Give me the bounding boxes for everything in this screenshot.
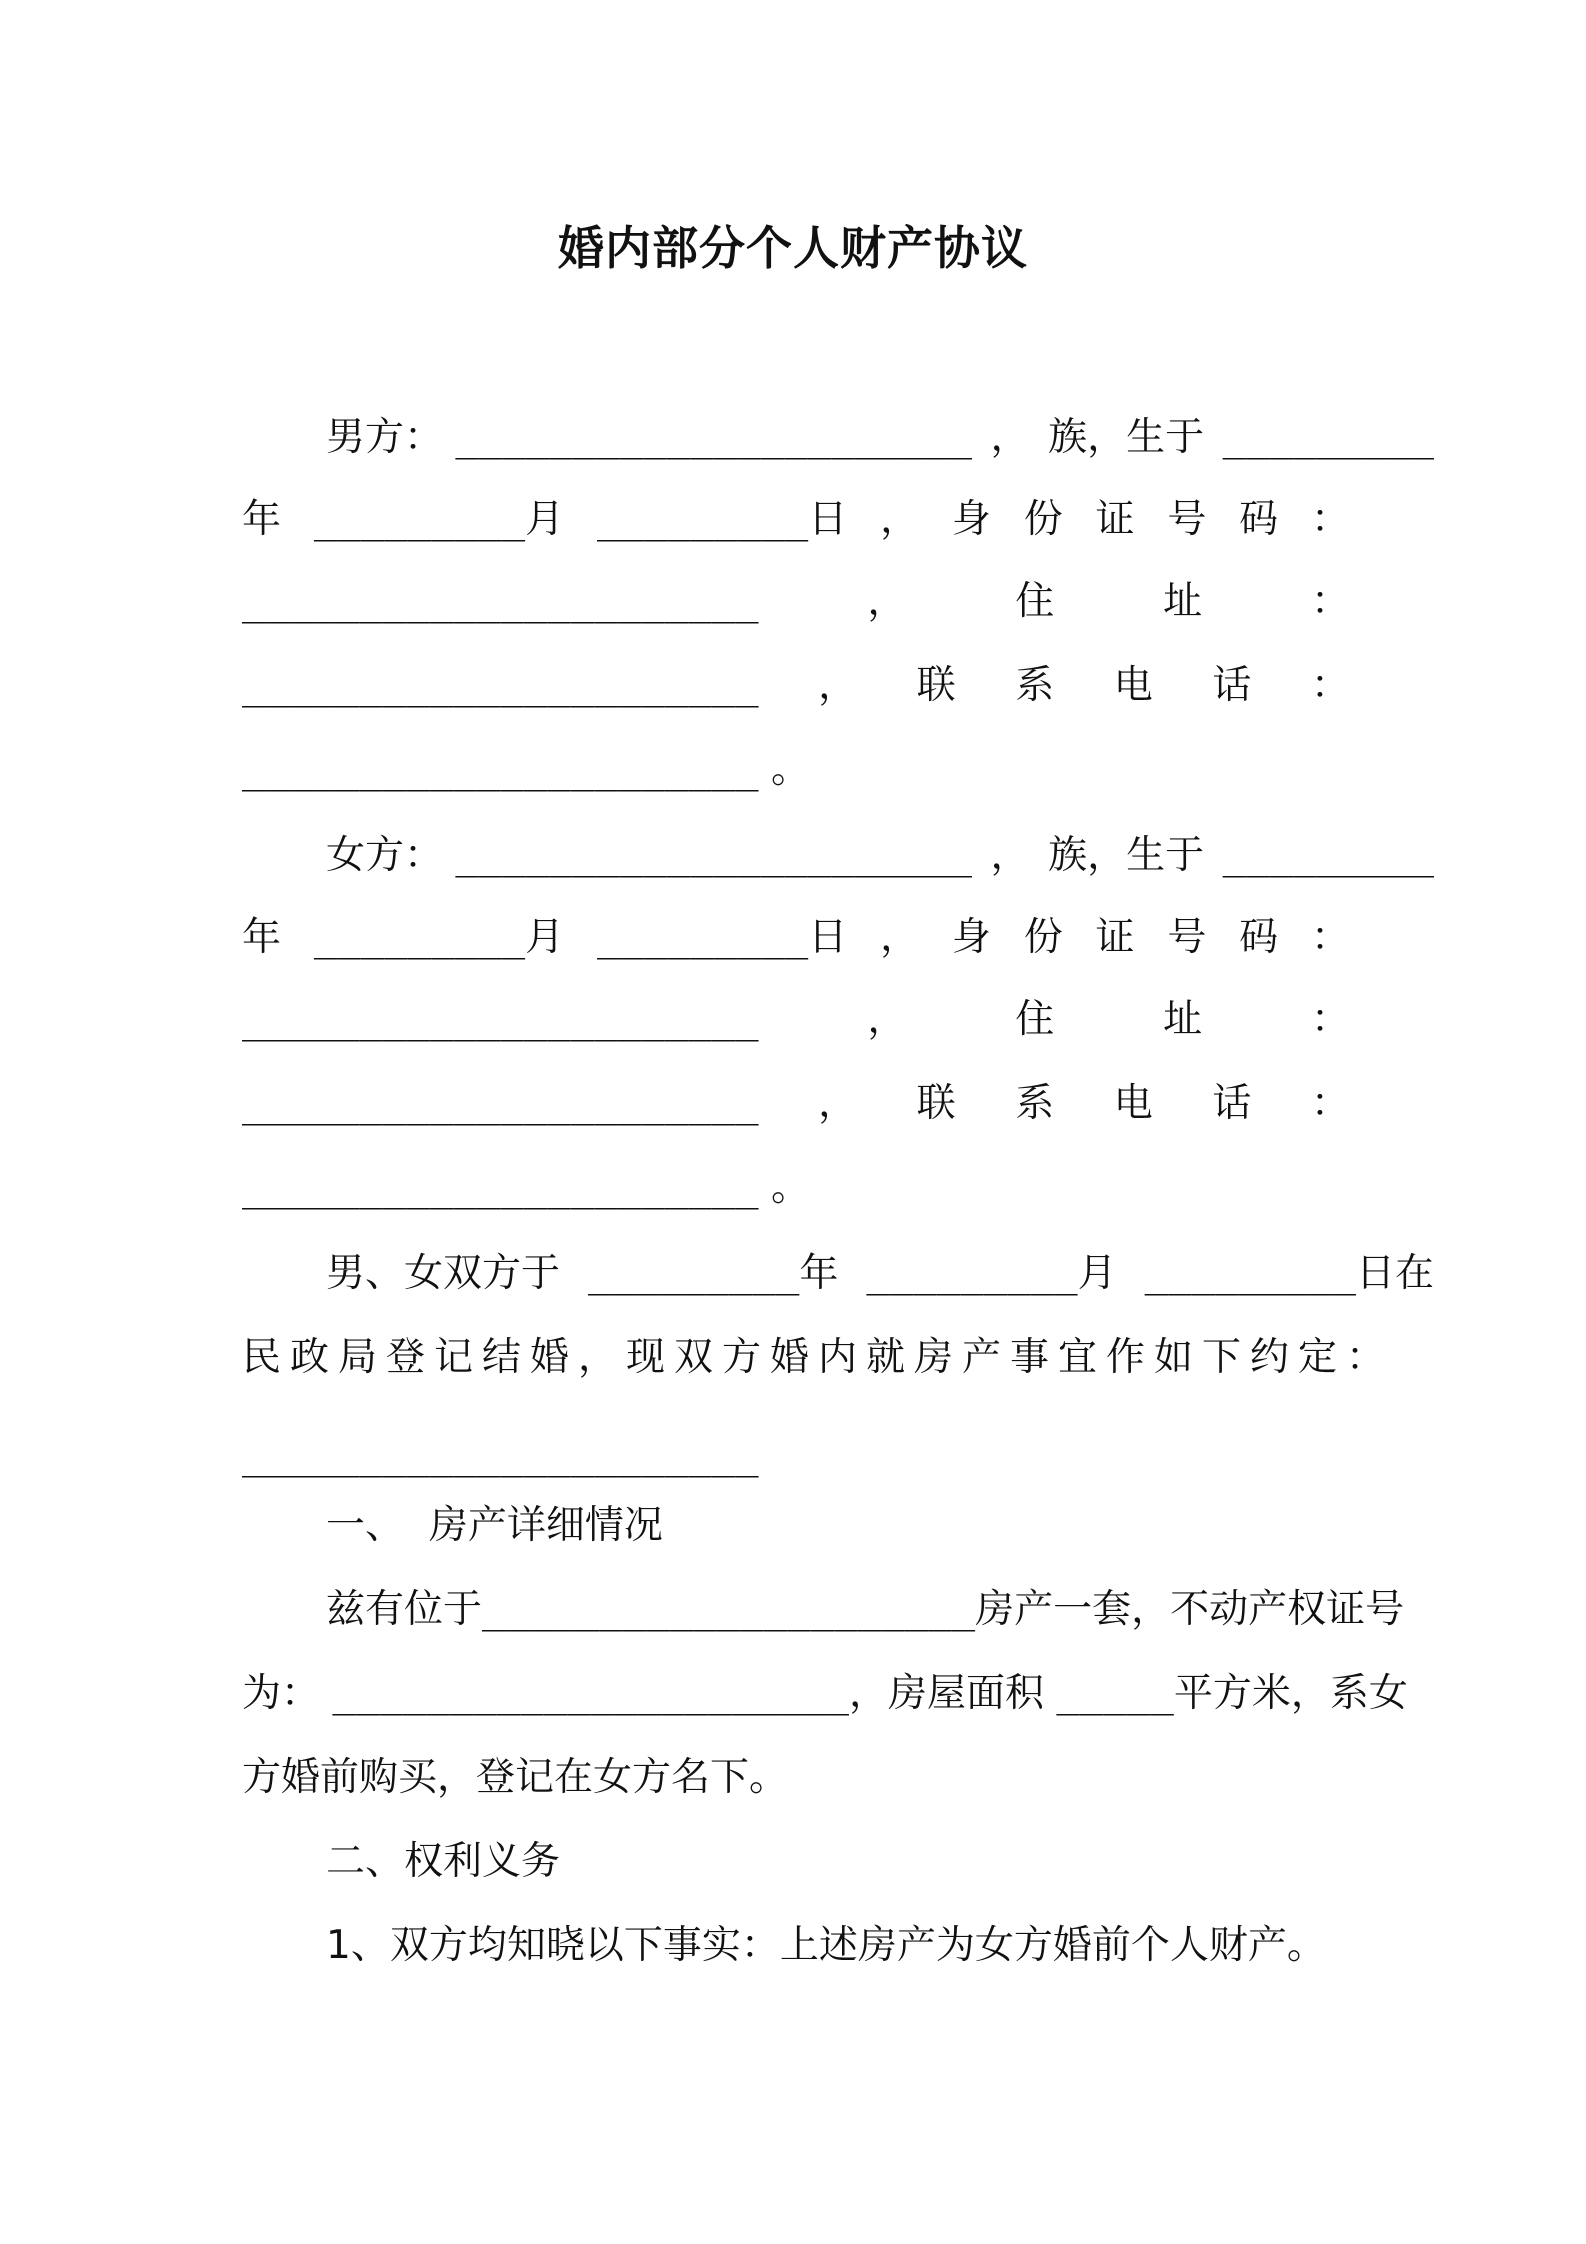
property-area-suffix: 平方米，系女	[1173, 1671, 1408, 1716]
female-address-blank[interactable]: ______________________	[242, 1081, 759, 1126]
female-id-colon: ：	[1310, 915, 1350, 960]
female-id-char: 身	[951, 915, 991, 960]
female-birth-month-blank[interactable]: _________	[313, 915, 526, 960]
male-id-char: 身	[951, 497, 991, 542]
section-1-heading	[242, 1496, 1434, 1556]
female-address-colon: ：	[1310, 997, 1350, 1042]
male-phone-char: 电	[1113, 663, 1153, 708]
male-birth-day-blank[interactable]: _________	[596, 497, 809, 542]
female-day-label: 日	[808, 915, 848, 960]
male-id-char: 码	[1239, 497, 1279, 542]
male-day-label: 日	[808, 497, 848, 542]
property-location-suffix: 房产一套，不动产权证号	[975, 1587, 1405, 1632]
female-id-char: 份	[1023, 915, 1063, 960]
property-area-blank[interactable]: _____	[1056, 1671, 1174, 1716]
marriage-year-label: 年	[799, 1251, 839, 1296]
female-comma-2: ，	[880, 915, 920, 960]
marriage-day-label: 日在	[1355, 1251, 1434, 1296]
female-id-number-blank[interactable]: ______________________	[242, 997, 759, 1042]
male-address-colon: ：	[1310, 579, 1350, 624]
male-id-number-blank[interactable]: ______________________	[242, 579, 759, 624]
female-ethnicity-born: 族，生于	[1048, 833, 1205, 878]
section-1-title: 房产详细情况	[428, 1503, 663, 1548]
male-party-line-2	[242, 490, 1350, 550]
female-birth-day-blank[interactable]: _________	[596, 915, 809, 960]
male-ethnicity-born: 族，生于	[1048, 415, 1205, 460]
male-period: 。	[770, 747, 810, 792]
male-phone-char: 话	[1212, 663, 1252, 708]
male-id-char: 份	[1023, 497, 1063, 542]
female-party-line-5	[242, 1158, 1350, 1218]
male-id-char: 证	[1095, 497, 1135, 542]
document-title: 婚内部分个人财产协议	[558, 221, 1028, 275]
marriage-line-2: 民政局登记结婚，现双方婚内就房产事宜作如下约定：	[242, 1335, 1395, 1380]
marriage-line-1	[242, 1244, 1434, 1304]
female-comma-1: ，	[990, 833, 1030, 878]
female-comma-4: ，	[818, 1081, 858, 1126]
male-phone-blank[interactable]: ______________________	[242, 747, 759, 792]
male-party-line-3	[242, 572, 1350, 632]
section-2-heading: 二、权利义务	[326, 1839, 561, 1884]
male-party-line-5	[242, 740, 1350, 800]
male-id-char: 号	[1167, 497, 1207, 542]
property-location-blank[interactable]: _____________________	[482, 1587, 976, 1632]
property-line-3: 方婚前购买，登记在女方名下。	[242, 1755, 789, 1800]
female-name-blank[interactable]: ______________________	[455, 833, 972, 878]
male-comma-3: ，	[867, 579, 907, 624]
female-phone-colon: ：	[1310, 1081, 1350, 1126]
male-address-char: 住	[1015, 579, 1055, 624]
male-party-line-4	[242, 656, 1350, 716]
male-party-line-1	[242, 408, 1434, 468]
male-birth-month-blank[interactable]: _________	[313, 497, 526, 542]
male-birth-year-blank[interactable]: _________	[1222, 415, 1434, 460]
property-cert-prefix: 为：	[242, 1671, 321, 1716]
male-address-blank[interactable]: ______________________	[242, 663, 759, 708]
male-comma-1: ，	[990, 415, 1030, 460]
marriage-prefix: 男、女双方于	[326, 1251, 561, 1296]
female-phone-char: 联	[916, 1081, 956, 1126]
male-comma-2: ，	[880, 497, 920, 542]
male-phone-char: 系	[1015, 663, 1055, 708]
male-id-colon: ：	[1310, 497, 1350, 542]
female-year-label: 年	[242, 915, 282, 960]
female-party-line-1	[242, 826, 1434, 886]
property-cert-blank[interactable]: ______________________	[332, 1671, 849, 1716]
section-1-number: 一、	[326, 1503, 405, 1548]
male-month-label: 月	[525, 497, 565, 542]
female-birth-year-blank[interactable]: _________	[1222, 833, 1434, 878]
marriage-line-3	[242, 1426, 1350, 1486]
female-phone-blank[interactable]: ______________________	[242, 1165, 759, 1210]
male-address-char: 址	[1163, 579, 1203, 624]
male-year-label: 年	[242, 497, 282, 542]
marriage-day-blank[interactable]: _________	[1144, 1251, 1356, 1296]
female-phone-char: 话	[1212, 1081, 1252, 1126]
female-id-char: 号	[1167, 915, 1207, 960]
female-phone-char: 系	[1015, 1081, 1055, 1126]
female-id-char: 码	[1239, 915, 1279, 960]
male-phone-char: 联	[916, 663, 956, 708]
marriage-month-blank[interactable]: _________	[866, 1251, 1078, 1296]
female-party-line-4	[242, 1074, 1350, 1134]
female-id-char: 证	[1095, 915, 1135, 960]
female-party-line-2	[242, 908, 1350, 968]
female-label: 女方：	[326, 833, 444, 878]
female-phone-char: 电	[1113, 1081, 1153, 1126]
male-name-blank[interactable]: ______________________	[455, 415, 972, 460]
female-address-char: 住	[1015, 997, 1055, 1042]
male-label: 男方：	[326, 415, 444, 460]
marriage-month-label: 月	[1077, 1251, 1117, 1296]
female-month-label: 月	[525, 915, 565, 960]
female-address-char: 址	[1163, 997, 1203, 1042]
female-period: 。	[770, 1165, 810, 1210]
property-line-1	[242, 1580, 1434, 1640]
property-area-label: ，房屋面积	[848, 1671, 1044, 1716]
male-comma-4: ，	[818, 663, 858, 708]
female-party-line-3	[242, 990, 1350, 1050]
property-line-2	[242, 1664, 1408, 1724]
marriage-year-blank[interactable]: _________	[588, 1251, 800, 1296]
agreement-blank[interactable]: ______________________	[242, 1433, 759, 1478]
female-comma-3: ，	[867, 997, 907, 1042]
property-location-prefix: 兹有位于	[326, 1587, 483, 1632]
male-phone-colon: ：	[1310, 663, 1350, 708]
section-2-item-1: 1、双方均知晓以下事实：上述房产为女方婚前个人财产。	[326, 1923, 1326, 1968]
